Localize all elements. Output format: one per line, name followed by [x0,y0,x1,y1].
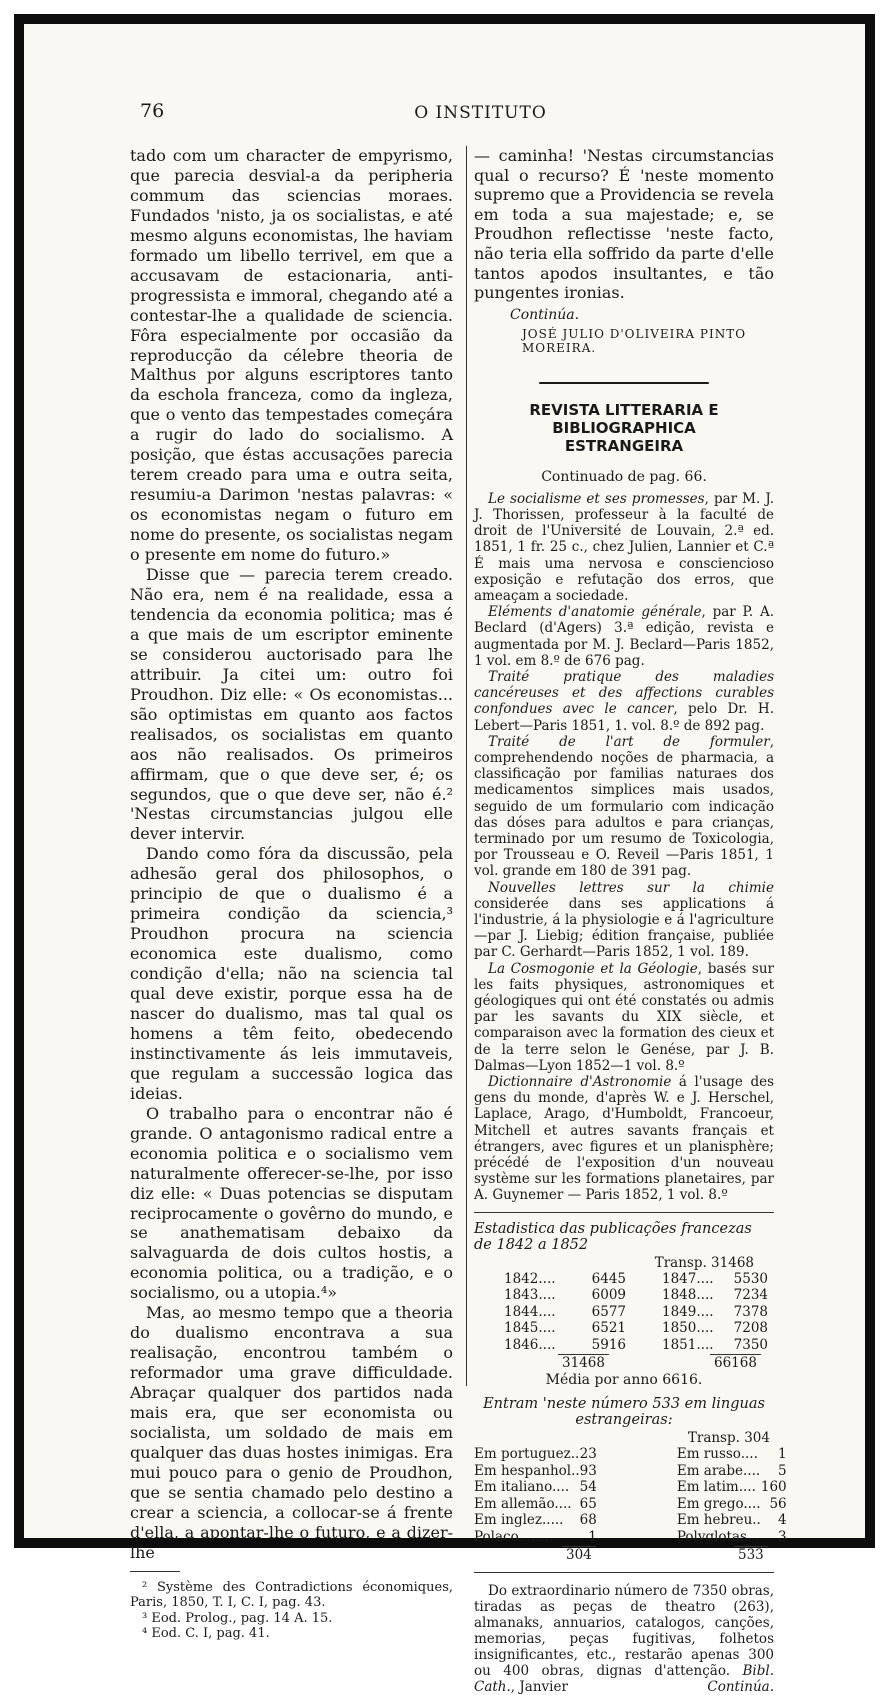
bibliography-entry [474,961,774,1074]
closing-month: , Janvier [510,1679,568,1695]
table-row [474,1496,787,1513]
table-cell: 1850.... [662,1320,714,1337]
section-title-line: REVISTA LITTERARIA E BIBLIOGRAPHICA [529,400,719,437]
transport-label: Transp. [687,1430,740,1447]
table-cell: 3 [778,1528,787,1545]
table-cell: 1 [778,1446,787,1463]
table-cell: 1 [588,1528,597,1545]
entry-details: , par M. J. J. Thorissen, professeur à la faculté de droit de l'Université de Louvain, 2.ª ed. 1851, 1 fr. 25 c., chez Julien, Lannier et C.ª É mais uma nervosa e consciencioso exposição e refutação dos erros, que ameaçam a sociedade. [474,490,774,604]
table-cell: 7208 [733,1320,768,1337]
table-cell: 1848.... [662,1287,714,1304]
total-left: 31468 [558,1354,609,1371]
table-cell: 54 [579,1479,597,1496]
languages-totals [474,1546,774,1562]
table-cell: 5 [778,1462,787,1479]
table-cell: Em inglez..... [474,1512,564,1529]
ornamental-rule [539,381,709,385]
languages-transport [474,1430,774,1446]
table-cell: Em latim.... [676,1479,756,1496]
table-cell: Em grego.... [676,1495,761,1512]
bibliography-entry [474,880,774,961]
average-line: Média por anno 6616. [545,1372,703,1389]
table-cell: 1844.... [504,1303,556,1320]
total-left: 304 [562,1546,596,1563]
table-cell: 1842.... [504,1270,556,1287]
table-cell: 56 [769,1495,787,1512]
section-divider [474,1572,774,1573]
book-title: Traité pratique des maladies cancéreuses et des affections curables confondues avec le cancer [474,668,774,718]
closing-source: Bibl. Cath. [474,1663,774,1695]
entry-details: , basés sur les faits physiques, astronomiques et géologiques qui ont été constatés ou admis par les savants du XIX siècle, et comparaison avec la formation des cieux et de la terre selon le Genése, par J. B. Dalmas—Lyon 1852—1 vol. 8.º [474,960,774,1074]
paragraph: — caminha! 'Nestas circumstancias qual o recurso? É 'neste momento supremo que a Providencia se revela em toda a sua majestade; e, se Proudhon reflectisse 'neste facto, não teria ella soffrido da parte d'elle tantos apodos insultantes, e tão pungentes ironias. [474,146,774,303]
transport-value: 304 [744,1430,770,1447]
table-cell: 7234 [733,1287,768,1304]
left-column [130,146,453,1642]
transport-value: 31468 [711,1254,754,1271]
paragraph: O trabalho para o encontrar não é grande. O antagonismo radical entre a economia politica e o socialismo vem naturalmente offerecer-se-lhe, por isso diz elle: « Duas potencias se disputam reciprocamente o govêrno do mundo, e se anathematisam debaixo da salvaguarda de dois cultos hostis, a economia politica, ou a tradição, e o socialismo, ou a utopia.⁴» [130,1103,453,1303]
transport-label: Transp. [654,1254,707,1271]
journal-title-text: O INSTITUTO [414,103,547,123]
table-cell: Em italiano.... [474,1479,570,1496]
table-cell: 5530 [733,1270,768,1287]
table-cell: 4 [778,1512,787,1529]
right-column [474,146,787,1695]
stats-transport [474,1255,774,1271]
paragraph: Mas, ao mesmo tempo que a theoria do dualismo encontrava a sua realisação, encontrou também o reformador uma grave difficuldade. Abraçar qualquer dos partidos nada mais era, que ser economista ou socialista, um soldado de mais em qualquer das duas hostes inimigas. Era mui pouco para o genio de Proudhon, que se sentia chamado pelo destino a crear a sciencia, a collocar-se á frente d'ella, a apontar-lhe o futuro, e a dizer-lhe [130,1303,453,1562]
bibliography-entry [474,669,774,734]
stats-table [474,1271,768,1354]
footnote-divider [130,1571,180,1572]
entry-details: , par P. A. Beclard (d'Agers) 3.ª edição, revista e augmentada por M. J. Beclard—Paris 1852, 1 vol. em 8.º de 676 pag. [474,604,774,669]
table-row [474,1320,768,1337]
closing-continua: Continúa. [707,1679,774,1695]
table-row [474,1446,787,1463]
table-cell: 5916 [591,1336,626,1353]
book-title: La Cosmogonie et la Géologie [488,960,698,977]
table-cell: Polyglotas... [676,1528,760,1545]
table-cell: 23 [579,1446,597,1463]
book-title: Eléments d'anatomie générale [488,604,702,621]
book-title: Traité de l'art de formuler [488,733,770,750]
bibliography-entry [474,734,774,880]
footnote: ³ Eod. Prolog., pag. 14 A. 15. [142,1610,333,1626]
stats-title: Estadistica das publicações francezas de 1842 a 1852 [474,1220,752,1253]
section-title [474,401,774,455]
table-cell: 65 [579,1495,597,1512]
table-cell: 6577 [591,1303,626,1320]
table-cell: 93 [579,1462,597,1479]
table-row [474,1512,787,1529]
book-title: Nouvelles lettres sur la chimie [488,879,774,896]
closing-note [474,1583,774,1695]
table-row [474,1337,768,1354]
stats-totals [474,1354,774,1370]
column-divider [466,146,467,1386]
table-cell: Em hebreu.. [676,1512,761,1529]
table-cell: Em portuguez.. [474,1446,580,1463]
paragraph: tado com um character de empyrismo, que parecia desvial-a da peripheria commum das sciencias moraes. Fundados 'nisto, ja os socialistas, e até mesmo alguns economistas, lhe haviam formado um libello terrivel, em que a accusavam de estacionaria, anti-progressista e immoral, chegando até a contestar-lhe a qualidade de sciencia. Fôra especialmente por occasião da reproducção da célebre theoria de Malthus por alguns escriptores tanto da eschola franceza, como da ingleza, que o vento das tempestades começára a rugir do lado do socialismo. A posição, que éstas accusações parecia terem creado para uma e outra seita, resumiu-a Darimon 'nestas palavras: « os economistas negam o futuro em nome do presente, os socialistas negam o presente em nome do futuro.» [130,146,453,565]
table-cell: 7350 [733,1336,768,1353]
table-cell: 160 [760,1479,787,1496]
table-cell: 1849.... [662,1303,714,1320]
entry-details: , pelo Dr. H. Lebert—Paris 1851, 1. vol. 8.º de 892 pag. [474,701,774,734]
languages-table [474,1446,787,1545]
table-cell: Polaco........ [474,1528,553,1545]
table-cell: Em arabe.... [676,1462,761,1479]
table-cell: 6009 [591,1287,626,1304]
journal-title [0,103,891,123]
closing-text: Do extraordinario número de 7350 obras, tiradas as peças de theatro (263), almanaks, annuarios, catalogos, canções, memorias, peças fugitivas, folhetos insignificantes, etc., restarão apenas 300 ou 400 obras, dignas d'attenção. [474,1583,774,1680]
table-row [474,1271,768,1288]
entry-details: , comprehendendo noções de pharmacia, a classificação por familias naturaes dos medicamentos simplices mais usados, seguido de um formulario com indicação das dóses para adultos e para crianças, terminado por um resumo de Toxicologia, por Trousseau e O. Reveil —Paris 1851, 1 vol. grande em 180 de 391 pag. [474,733,774,880]
continua-label: Continúa. [510,306,580,323]
table-cell: 1845.... [504,1320,556,1337]
entry-details: á l'usage des gens du monde, d'après W. e J. Herschel, Laplace, Arago, d'Humboldt, Francoeur, Mitchell et autres savants français et étrangers, avec figures et un planisphère; précédé de l'exposition d'un nouveau système sur les formations planetaires, par A. Guynemer — Paris 1852, 1 vol. 8.º [474,1074,775,1204]
total-right: 533 [734,1546,768,1563]
entry-details: considerée dans ses applications á l'industrie, á la physiologie e á l'agriculture —par J. Liebig; édition française, publiée par C. Gerhardt—Paris 1852, 1 vol. 189. [474,895,774,961]
footnote: ⁴ Eod. C. I, pag. 41. [142,1626,270,1642]
bibliography-entry [474,491,774,604]
page-number: 76 [140,100,165,122]
table-row [474,1479,787,1496]
table-cell: 6521 [591,1320,626,1337]
paragraph: Dando como fóra da discussão, pela adhesão geral dos philosophos, o principio de que o dualismo é a primeira condição da sciencia,³ Proudhon procura na sciencia economica este dualismo, como condição d'ella; não na sciencia tal qual deve existir, porque essa ha de nascer do dualismo, mas tal qual os homens a têm feito, obedecendo instinctivamente ás leis immutaveis, que regulam a successão logica das ideias. [130,844,453,1103]
book-title: Le socialisme et ses promesses [488,490,705,507]
bibliography-entry [474,604,774,669]
table-cell: 1847.... [662,1270,714,1287]
continued-from: Continuado de pag. 66. [541,468,707,485]
book-title: Dictionnaire d'Astronomie [488,1074,672,1091]
table-cell: Em allemão.... [474,1495,572,1512]
table-row [474,1529,787,1546]
footnote: ² Système des Contradictions économiques, Paris, 1850, T. I, C. I, pag. 43. [130,1579,453,1611]
bibliography-entry [474,1074,774,1204]
section-divider [474,1212,774,1213]
table-cell: 68 [579,1512,597,1529]
total-right: 66168 [710,1354,761,1371]
author-signature: JOSÉ JULIO D'OLIVEIRA PINTO MOREIRA. [522,326,747,355]
table-row [474,1287,768,1304]
table-cell: 7378 [733,1303,768,1320]
table-cell: 1846.... [504,1336,556,1353]
table-cell: Em russo.... [676,1446,758,1463]
paragraph: Disse que — parecia terem creado. Não era, nem é na realidade, essa a tendencia da economia politica; mas é a que mais de um escriptor eminente se considerou auctorisado para lhe attribuir. Ja citei um: outro foi Proudhon. Diz elle: « Os economistas... são optimistas em quanto aos factos realisados, os socialistas em quanto aos não realisados. Os primeiros affirmam, que o que deve ser, é; os segundos, que o que deve ser, não é.² 'Nestas circumstancias julgou elle dever intervir. [130,565,453,844]
table-cell: 1851.... [662,1336,714,1353]
table-cell: 6445 [591,1270,626,1287]
section-title-line: ESTRANGEIRA [564,436,684,455]
table-cell: Em hespanhol.. [474,1462,580,1479]
table-row [474,1463,787,1480]
languages-title: Entram 'neste número 533 em linguas estrangeiras: [483,1396,765,1429]
table-row [474,1304,768,1321]
table-cell: 1843.... [504,1287,556,1304]
